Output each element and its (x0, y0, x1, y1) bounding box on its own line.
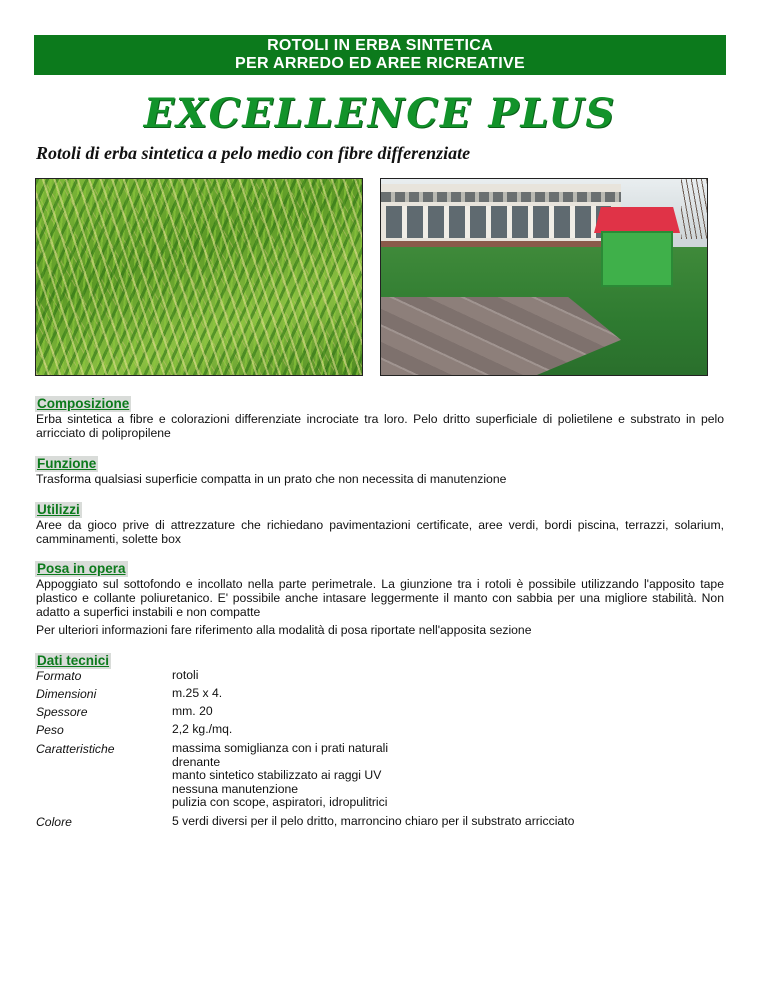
tech-value (172, 742, 732, 810)
tech-value-line: drenante (172, 754, 221, 769)
banner-line-1: ROTOLI IN ERBA SINTETICA (267, 37, 493, 54)
tech-value (172, 669, 732, 683)
tech-value-line: massima somiglianza con i prati naturali (172, 741, 389, 755)
grass-closeup-photo (35, 178, 363, 376)
funzione-text: Trasforma qualsiasi superficie compatta in un prato che non necessita di manutenzione (36, 472, 507, 486)
tech-value (172, 723, 732, 737)
header-banner (34, 35, 726, 75)
funzione-heading: Funzione (37, 456, 97, 471)
banner-line-2: PER ARREDO ED AREE RICREATIVE (235, 55, 525, 72)
tech-value-line: m.25 x 4. (172, 686, 223, 700)
tech-value (172, 687, 732, 701)
photo-windows (386, 206, 611, 238)
photo-awning (381, 192, 621, 202)
posa-heading: Posa in opera (37, 561, 126, 576)
tech-value-line: nessuna manutenzione (172, 781, 299, 796)
tech-label: Caratteristiche (36, 742, 115, 756)
posa-text: Appoggiato sul sottofondo e incollato nella parte perimetrale. La giunzione tra i rotoli è possibile utilizzando l'apposito tape plastico e collante poliuretanico. E' possibile anche intasare leggermente il manto con sabbia per una migliore stabilità. Non adatto a superfici instabili e non compatte (36, 577, 724, 619)
product-title: EXCELLENCE PLUS (143, 90, 617, 137)
dati-tecnici-heading: Dati tecnici (37, 653, 110, 668)
tech-value-line: 2,2 kg./mq. (172, 722, 233, 736)
tech-value-line: manto sintetico stabilizzato ai raggi UV (172, 768, 382, 782)
utilizzi-text: Aree da gioco prive di attrezzature che richiedano pavimentazioni certificate, aree verdi, bordi piscina, terrazzi, solarium, camminamenti, solette box (36, 518, 724, 546)
product-subtitle: Rotoli di erba sintetica a pelo medio con fibre differenziate (36, 143, 471, 163)
tech-value-line: 5 verdi diversi per il pelo dritto, marroncino chiaro per il substrato arricciato (172, 814, 575, 828)
tech-label: Colore (36, 815, 72, 829)
tech-label: Dimensioni (36, 687, 97, 701)
tech-value (172, 705, 732, 719)
tech-value (172, 815, 732, 829)
photo-building (381, 184, 621, 249)
playhouse-roof (594, 207, 680, 233)
playhouse-wall (601, 231, 673, 287)
composizione-heading: Composizione (37, 396, 130, 411)
tech-value-line: rotoli (172, 668, 199, 682)
composizione-text: Erba sintetica a fibre e colorazioni differenziate incrociate tra loro. Pelo dritto superficiale di polietilene e substrato in pelo arricciato di polipropilene (36, 412, 724, 440)
tech-value-line: pulizia con scope, aspiratori, idropulitrici (172, 795, 388, 809)
tech-label: Peso (36, 723, 64, 737)
utilizzi-heading: Utilizzi (37, 502, 80, 517)
tech-label: Spessore (36, 705, 88, 719)
tech-value-line: mm. 20 (172, 704, 213, 718)
tech-label: Formato (36, 669, 82, 683)
photo-tree (681, 179, 707, 239)
playground-lawn-photo (380, 178, 708, 376)
posa-note: Per ulteriori informazioni fare riferimento alla modalità di posa riportate nell'apposita sezione (36, 623, 532, 637)
